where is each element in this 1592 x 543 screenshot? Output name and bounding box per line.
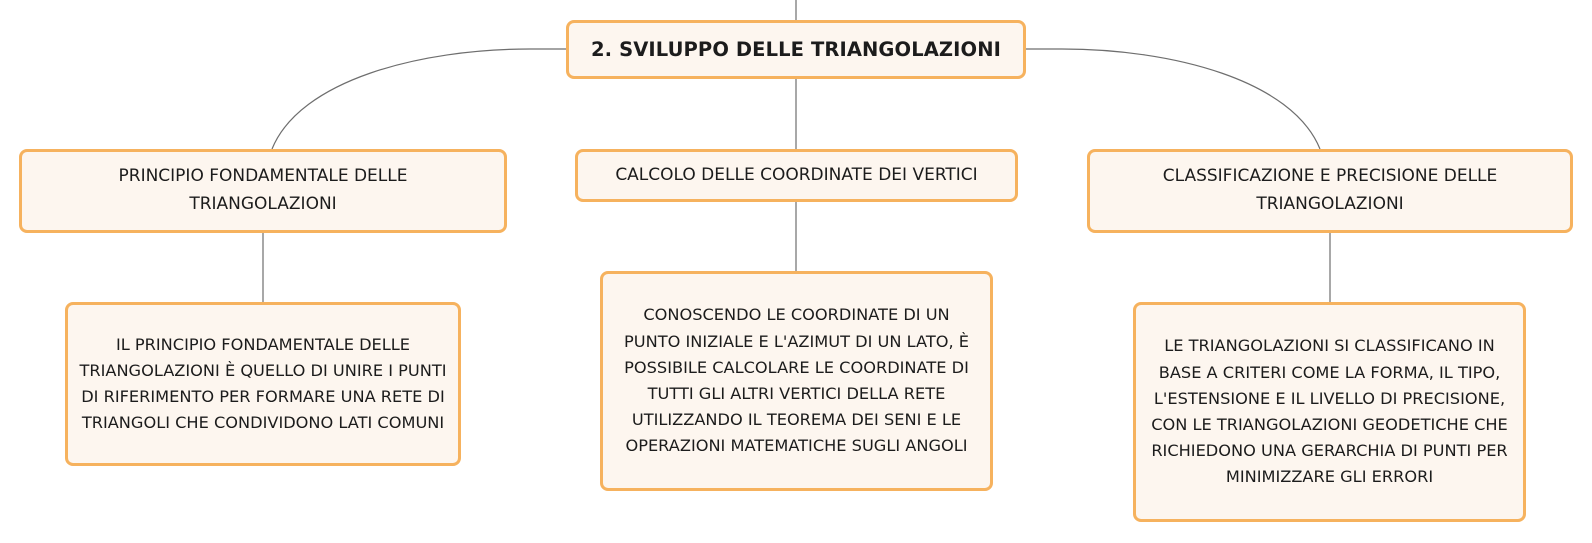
branch-node-principio[interactable] bbox=[19, 149, 507, 233]
detail-node-principio-text: IL PRINCIPIO FONDAMENTALE DELLE TRIANGOLAZIONI È QUELLO DI UNIRE I PUNTI DI RIFERIMENTO PER FORMARE UNA RETE DI TRIANGOLI CHE CONDIVIDONO LATI COMUNI bbox=[79, 334, 447, 433]
root-node[interactable] bbox=[566, 20, 1026, 79]
connector-root-to-classificazione bbox=[1026, 49, 1320, 149]
branch-node-principio-label: PRINCIPIO FONDAMENTALE DELLE TRIANGOLAZIONI bbox=[118, 166, 408, 214]
detail-node-calcolo[interactable] bbox=[600, 271, 993, 491]
branch-node-classificazione-label: CLASSIFICAZIONE E PRECISIONE DELLE TRIANGOLAZIONI bbox=[1162, 166, 1498, 214]
detail-node-classificazione[interactable] bbox=[1133, 302, 1526, 522]
branch-node-classificazione[interactable] bbox=[1087, 149, 1573, 233]
branch-node-calcolo[interactable] bbox=[575, 149, 1018, 202]
detail-node-classificazione-text: LE TRIANGOLAZIONI SI CLASSIFICANO IN BASE A CRITERI COME LA FORMA, IL TIPO, L'ESTENSIONE E IL LIVELLO DI PRECISIONE, CON LE TRIANGOLAZIONI GEODETICHE CHE RICHIEDONO UNA GERARCHIA DI PUNTI PER MINIMIZZARE GLI ERRORI bbox=[1151, 336, 1508, 487]
connector-root-to-principio bbox=[272, 49, 566, 149]
root-node-label: 2. SVILUPPO DELLE TRIANGOLAZIONI bbox=[591, 37, 1001, 61]
detail-node-calcolo-text: CONOSCENDO LE COORDINATE DI UN PUNTO INIZIALE E L'AZIMUT DI UN LATO, È POSSIBILE CALCOLARE LE COORDINATE DI TUTTI GLI ALTRI VERTICI DELLA RETE UTILIZZANDO IL TEOREMA DEI SENI E LE OPERAZIONI MATEMATICHE SUGLI ANGOLI bbox=[624, 305, 969, 456]
detail-node-principio[interactable] bbox=[65, 302, 461, 466]
branch-node-calcolo-label: CALCOLO DELLE COORDINATE DEI VERTICI bbox=[615, 164, 978, 185]
